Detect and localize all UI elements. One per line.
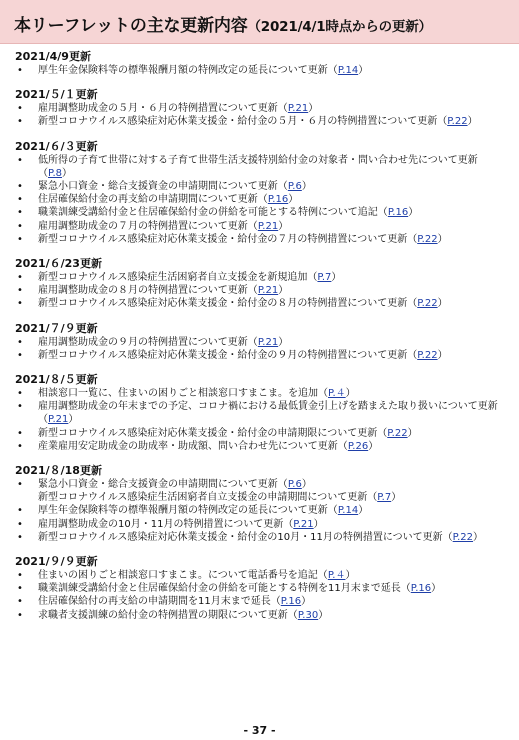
item-text-tail: ） xyxy=(301,181,312,193)
bullet-icon: • xyxy=(17,440,23,452)
update-item xyxy=(15,233,507,246)
page-reference-link[interactable]: P.14 xyxy=(337,505,359,517)
bullet-icon: • xyxy=(17,272,23,284)
item-text-tail: ） xyxy=(278,220,289,232)
item-text-tail: ） xyxy=(301,596,312,608)
bullet-icon: • xyxy=(17,285,23,297)
update-item xyxy=(15,102,507,115)
update-section xyxy=(15,88,507,128)
item-text-tail: ） xyxy=(437,233,448,245)
update-section xyxy=(15,322,507,362)
item-text-tail: ） xyxy=(62,167,73,179)
item-text: 新型コロナウイルス感染症対応休業支援金・給付金の９月の特例措置について更新（ xyxy=(38,349,418,361)
item-text-tail: ） xyxy=(358,65,369,76)
item-text: 雇用調整助成金の10月・11月の特例措置について更新（ xyxy=(38,518,294,530)
item-text: 新型コロナウイルス感染症生活困窮者自立支援金を新規追加（ xyxy=(38,272,318,284)
page-reference-link[interactable]: P.8 xyxy=(48,167,63,179)
item-text-tail: ） xyxy=(308,103,319,115)
page-reference-link[interactable]: P.４ xyxy=(327,570,346,582)
page-reference-link[interactable]: P.30 xyxy=(297,609,319,621)
update-item xyxy=(15,569,507,582)
update-item xyxy=(15,504,507,517)
bullet-icon: • xyxy=(17,233,23,245)
item-text: 住居確保給付の再支給の申請期間を11月末まで延長（ xyxy=(38,596,281,608)
update-item xyxy=(15,518,507,531)
item-text: 低所得の子育て世帯に対する子育て世帯生活支援特別給付金の対象者・問い合わせ先について更新（ xyxy=(38,154,478,179)
update-list xyxy=(15,50,507,633)
bullet-icon: • xyxy=(17,401,23,413)
item-text-tail: ） xyxy=(431,583,442,595)
item-text: 雇用調整助成金の５月・６月の特例措置について更新（ xyxy=(38,103,288,115)
update-date: 2021/９/９更新 xyxy=(15,555,98,569)
update-date: 2021/4/9更新 xyxy=(15,50,91,63)
item-text-tail: ） xyxy=(437,349,448,361)
bullet-icon: • xyxy=(17,609,23,621)
item-text: 相談窓口一覧に、住まいの困りごと相談窓口すまこま。を追加（ xyxy=(38,388,328,400)
page-reference-link[interactable]: P.21 xyxy=(257,220,279,232)
update-date: 2021/６/23更新 xyxy=(15,257,102,271)
item-text-tail: ） xyxy=(358,505,369,517)
bullet-icon: • xyxy=(17,220,23,232)
bullet-icon: • xyxy=(17,116,23,128)
item-text-tail: ） xyxy=(368,440,379,452)
page-reference-link[interactable]: P.7 xyxy=(317,272,332,284)
update-item xyxy=(15,271,507,284)
update-item xyxy=(15,387,507,400)
bullet-icon: • xyxy=(17,479,23,491)
update-section xyxy=(15,464,507,544)
item-text-tail: ） xyxy=(68,414,79,426)
update-item xyxy=(15,400,507,426)
page-reference-link[interactable]: P.22 xyxy=(417,233,438,245)
bullet-icon: • xyxy=(17,154,23,166)
item-text: 新型コロナウイルス感染症対応休業支援金・給付金の７月の特例措置について更新（ xyxy=(38,233,418,245)
page-reference-link[interactable]: P.22 xyxy=(447,116,468,128)
item-text: 雇用調整助成金の９月の特例措置について更新（ xyxy=(38,336,258,348)
page-subtitle: （2021/4/1時点からの更新） xyxy=(247,19,432,35)
page-reference-link[interactable]: P.7 xyxy=(377,492,392,504)
item-text: 雇用調整助成金の７月の特例措置について更新（ xyxy=(38,220,258,232)
bullet-icon: • xyxy=(17,181,23,193)
item-text-tail: ） xyxy=(288,194,299,206)
page-reference-link[interactable]: P.16 xyxy=(387,207,409,219)
bullet-icon: • xyxy=(17,427,23,439)
update-item xyxy=(15,115,507,128)
item-text: 緊急小口資金・総合支援資金の申請期間について更新（ xyxy=(38,479,288,491)
item-text-tail: ） xyxy=(345,388,356,400)
header-banner xyxy=(0,0,519,44)
update-date: 2021/７/９更新 xyxy=(15,321,98,335)
update-item xyxy=(15,531,507,544)
item-text: 求職者支援訓練の給付金の特例措置の期限について更新（ xyxy=(38,609,298,621)
item-text-tail: ） xyxy=(313,518,324,530)
update-section xyxy=(15,257,507,311)
page-reference-link[interactable]: P.21 xyxy=(257,285,279,297)
page-reference-link[interactable]: P.16 xyxy=(410,583,432,595)
item-text: 厚生年金保険料等の標準報酬月額の特例改定の延長について更新（ xyxy=(38,505,338,517)
update-section xyxy=(15,140,507,246)
page-reference-link[interactable]: P.16 xyxy=(267,194,289,206)
item-text-tail: ） xyxy=(437,298,448,310)
item-text-tail: ） xyxy=(467,116,478,128)
page-reference-link[interactable]: P.6 xyxy=(287,181,302,193)
page-reference-link[interactable]: P.４ xyxy=(328,388,346,400)
item-text: 住まいの困りごと相談窓口すまこま。について電話番号を追記（ xyxy=(38,570,328,582)
item-text-tail: ） xyxy=(318,609,329,621)
update-item xyxy=(15,595,507,608)
bullet-icon: • xyxy=(17,596,23,608)
item-text-tail: ） xyxy=(473,531,484,543)
bullet-icon: • xyxy=(17,65,23,76)
bullet-icon: • xyxy=(17,518,23,530)
item-text-tail: ） xyxy=(345,570,356,582)
bullet-icon: • xyxy=(17,336,23,348)
item-text: 新型コロナウイルス感染症生活困窮者自立支援金の申請期間について更新（ xyxy=(38,492,378,504)
page-reference-link[interactable]: P.21 xyxy=(48,414,69,426)
item-text: 厚生年金保険料等の標準報酬月額の特例改定の延長について更新（ xyxy=(38,65,338,76)
update-section xyxy=(15,555,507,622)
item-text: 新型コロナウイルス感染症対応休業支援金・給付金の10月・11月の特例措置について更新（ xyxy=(38,531,453,543)
page-reference-link[interactable]: P.14 xyxy=(337,65,359,76)
update-date: 2021/８/５更新 xyxy=(15,373,98,387)
update-item xyxy=(15,284,507,297)
item-text: 雇用調整助成金の８月の特例措置について更新（ xyxy=(38,285,258,297)
update-item xyxy=(15,154,507,180)
update-date: 2021/８/18更新 xyxy=(15,464,102,478)
item-text: 緊急小口資金・総合支援資金の申請期間について更新（ xyxy=(38,181,288,193)
bullet-icon: • xyxy=(17,349,23,361)
item-text: 住居確保給付金の再支給の申請期間について更新（ xyxy=(38,194,268,206)
update-item xyxy=(15,206,507,219)
update-item xyxy=(15,193,507,206)
bullet-icon: • xyxy=(17,570,23,582)
page-reference-link[interactable]: P.22 xyxy=(452,531,474,543)
bullet-icon: • xyxy=(17,207,23,219)
update-item xyxy=(15,582,507,595)
item-text: 産業雇用安定助成金の助成率・助成額、問い合わせ先について更新（ xyxy=(38,440,348,452)
page-reference-link[interactable]: P.22 xyxy=(417,298,438,310)
page-reference-link[interactable]: P.21 xyxy=(287,103,309,115)
item-text: 職業訓練受講給付金と住居確保給付金の併給を可能とする特例について追記（ xyxy=(38,207,388,219)
update-section xyxy=(15,373,507,453)
page-reference-link[interactable]: P.21 xyxy=(293,518,314,530)
item-text: 新型コロナウイルス感染症対応休業支援金・給付金の５月・６月の特例措置について更新（ xyxy=(38,116,448,128)
update-item xyxy=(15,336,507,349)
bullet-icon: • xyxy=(17,298,23,310)
page-reference-link[interactable]: P.22 xyxy=(417,349,438,361)
update-section xyxy=(15,50,507,77)
update-item xyxy=(15,440,507,453)
bullet-icon: • xyxy=(17,531,23,543)
item-text-tail: ） xyxy=(301,479,312,491)
update-item xyxy=(15,349,507,362)
item-text-tail: ） xyxy=(391,492,402,504)
update-date: 2021/５/１更新 xyxy=(15,88,98,102)
item-second-line xyxy=(38,491,507,504)
update-date: 2021/６/３更新 xyxy=(15,139,98,153)
item-text-tail: ） xyxy=(278,285,289,297)
item-text: 職業訓練受講給付金と住居確保給付金の併給を可能とする特例を11月末まで延長（ xyxy=(38,583,411,595)
page-reference-link[interactable]: P.6 xyxy=(287,479,302,491)
bullet-icon: • xyxy=(17,194,23,206)
bullet-icon: • xyxy=(17,505,23,517)
update-item xyxy=(15,220,507,233)
update-item xyxy=(15,427,507,440)
item-text: 新型コロナウイルス感染症対応休業支援金・給付金の８月の特例措置について更新（ xyxy=(38,298,418,310)
update-item xyxy=(15,478,507,504)
page-number: - 37 - xyxy=(243,724,276,737)
update-item xyxy=(15,64,507,77)
item-text-tail: ） xyxy=(278,336,289,348)
update-item xyxy=(15,180,507,193)
item-text: 雇用調整助成金の年末までの予定、コロナ禍における最低賃金引上げを踏まえた取り扱いについて更新（ xyxy=(38,401,498,426)
bullet-icon: • xyxy=(17,583,23,595)
page-reference-link[interactable]: P.26 xyxy=(347,440,369,452)
page-reference-link[interactable]: P.21 xyxy=(257,336,279,348)
page-title: 本リーフレットの主な更新内容（2021/4/1時点からの更新） xyxy=(14,16,432,36)
bullet-icon: • xyxy=(17,388,23,400)
item-text-tail: ） xyxy=(407,427,418,439)
item-text-tail: ） xyxy=(331,272,342,284)
item-text-tail: ） xyxy=(408,207,419,219)
page-reference-link[interactable]: P.22 xyxy=(387,427,408,439)
page-reference-link[interactable]: P.16 xyxy=(280,596,302,608)
update-item xyxy=(15,609,507,622)
item-text: 新型コロナウイルス感染症対応休業支援金・給付金の申請期限について更新（ xyxy=(38,427,388,439)
bullet-icon: • xyxy=(17,103,23,115)
update-item xyxy=(15,297,507,310)
